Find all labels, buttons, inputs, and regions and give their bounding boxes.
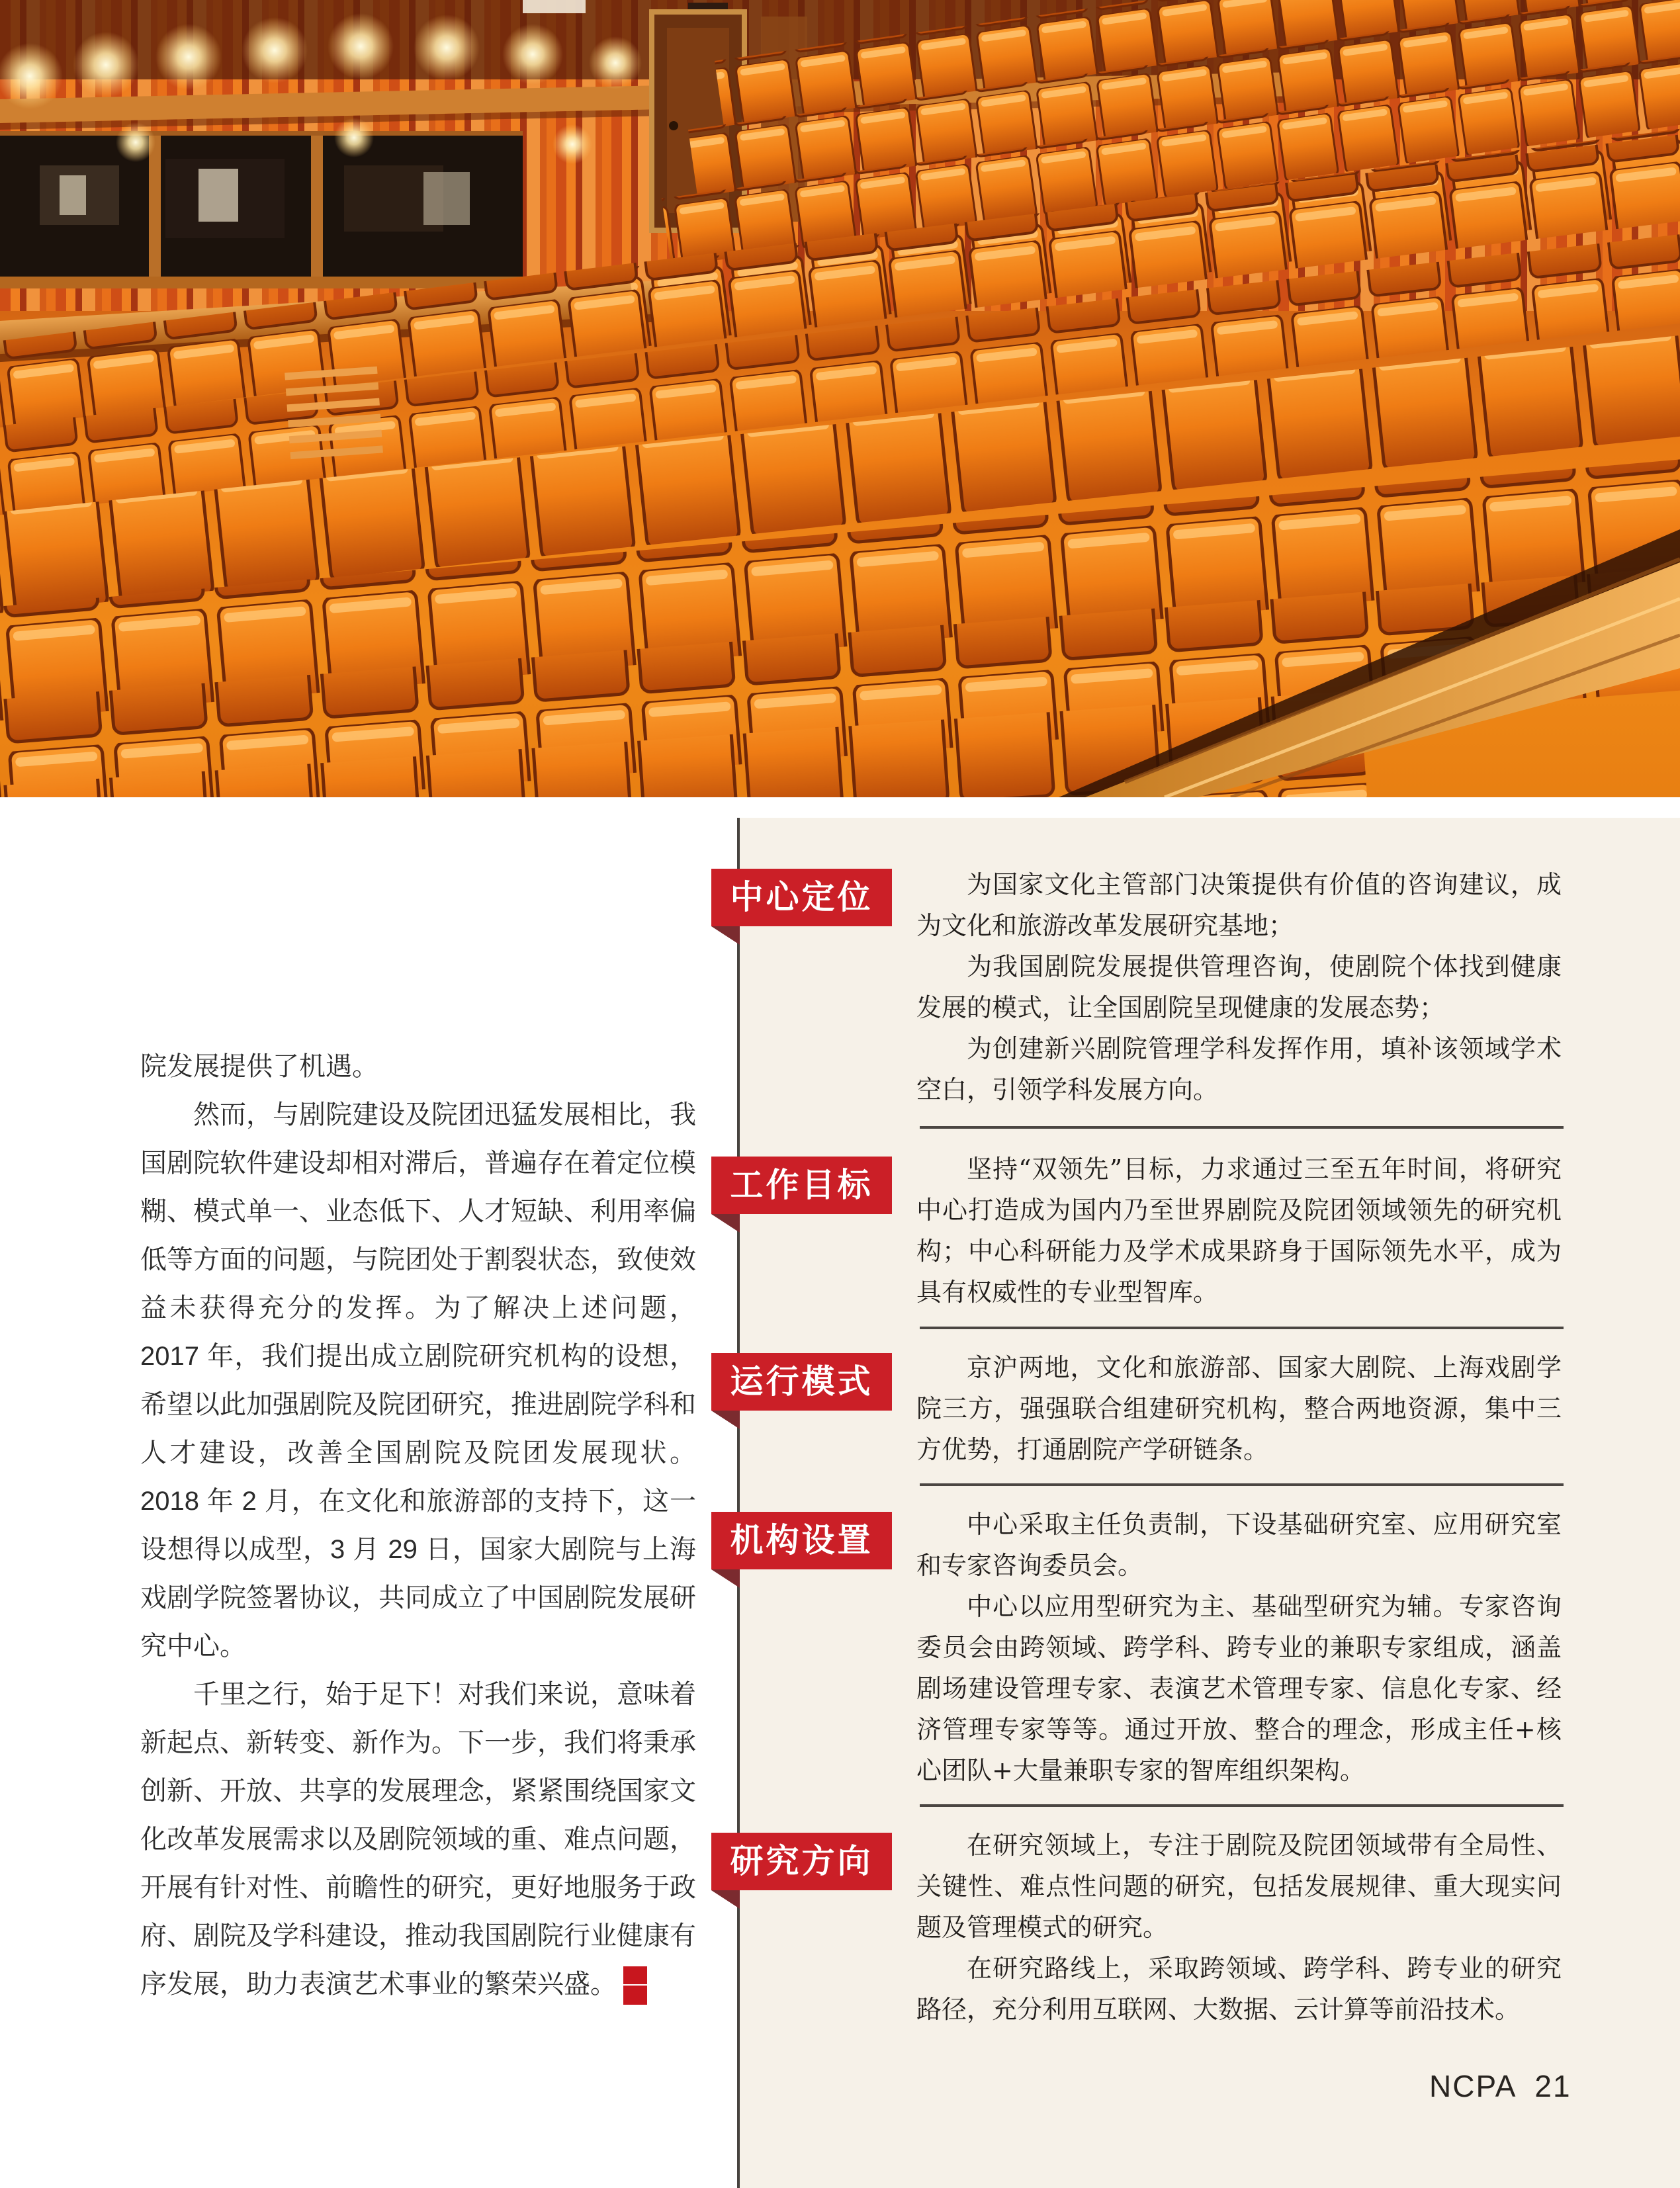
- ribbon-fold: [711, 1214, 740, 1233]
- section-paragraph: 中心采取主任负责制，下设基础研究室、应用研究室和专家咨询委员会。: [916, 1510, 1562, 1580]
- section-text-operating-model: [916, 1347, 1562, 1470]
- column-divider: [737, 818, 740, 2188]
- section-text-organization-setup: [916, 1504, 1562, 1791]
- section-paragraph: 为创建新兴剧院管理学科发挥作用，填补该领域学术空白，引领学科发展方向。: [916, 1034, 1562, 1104]
- wall-sign: [523, 0, 586, 13]
- page-number: NCPA 21: [1429, 2069, 1571, 2103]
- section-paragraph: 中心以应用型研究为主、基础型研究为辅。专家咨询委员会由跨领域、跨学科、跨专业的兼职专家组成，涵盖剧场建设管理专家、表演艺术管理专家、信息化专家、经济管理专家等等。通过开放、整合的理念，形成主任+核心团队+大量兼职专家的智库组织架构。: [916, 1592, 1562, 1785]
- control-room-windows: [0, 131, 523, 288]
- article-left-column: [140, 1043, 696, 2009]
- section-label-research-directions: 研究方向: [711, 1833, 892, 1890]
- ribbon-fold: [711, 1569, 740, 1588]
- section-paragraph: 为国家文化主管部门决策提供有价值的咨询建议，成为文化和旅游改革发展研究基地；: [916, 870, 1562, 940]
- article-paragraph: [140, 1671, 696, 2009]
- auditorium-photo-art: [0, 0, 1680, 797]
- section-divider-rule: [920, 1126, 1564, 1129]
- section-paragraph: 在研究领域上，专注于剧院及院团领域带有全局性、关键性、难点性问题的研究，包括发展规律、重大现实问题及管理模式的研究。: [916, 1831, 1562, 1942]
- section-divider-rule: [920, 1327, 1564, 1329]
- article-paragraph: 院发展提供了机遇。: [140, 1052, 378, 1081]
- section-text-research-directions: [916, 1825, 1562, 2030]
- ncpa-end-mark-top: NC: [623, 1966, 647, 1986]
- section-label-center-positioning: 中心定位: [711, 869, 892, 926]
- section-divider-rule: [920, 1483, 1564, 1486]
- ribbon-fold: [711, 1890, 740, 1909]
- ribbon-fold: [711, 1411, 740, 1429]
- ncpa-end-mark-bottom: PA: [676, 1986, 695, 2003]
- section-label-work-goals: 工作目标: [711, 1157, 892, 1214]
- ribbon-fold: [711, 926, 740, 945]
- section-label-organization-setup: 机构设置: [711, 1512, 892, 1569]
- article-paragraph-text: 千里之行，始于足下！对我们来说，意味着新起点、新转变、新作为。下一步，我们将秉承创新、开放、共享的发展理念，紧紧围绕国家文化改革发展需求以及剧院领域的重、难点问题，开展有针对性、前瞻性的研究，更好地服务于政府、剧院及学科建设，推动我国剧院行业健康有序发展，助力表演艺术事业的繁荣兴盛。: [140, 1680, 696, 1999]
- section-divider-rule: [920, 1804, 1564, 1807]
- auditorium-photo: [0, 0, 1680, 797]
- section-paragraph: 坚持“双领先”目标，力求通过三至五年时间，将研究中心打造成为国内乃至世界剧院及院团领域领先的研究机构；中心科研能力及学术成果跻身于国际领先水平，成为具有权威性的专业型智库。: [916, 1155, 1562, 1307]
- section-text-center-positioning: [916, 864, 1562, 1110]
- ncpa-end-mark: [623, 1966, 697, 2005]
- section-text-work-goals: [916, 1149, 1562, 1313]
- section-paragraph: 在研究路线上，采取跨领域、跨学科、跨专业的研究路径，充分利用互联网、大数据、云计算等前沿技术。: [916, 1954, 1562, 2024]
- section-paragraph: 为我国剧院发展提供管理咨询，使剧院个体找到健康发展的模式，让全国剧院呈现健康的发展态势；: [916, 952, 1562, 1022]
- article-paragraph: 然而，与剧院建设及院团迅猛发展相比，我国剧院软件建设却相对滞后，普遍存在着定位模糊、模式单一、业态低下、人才短缺、利用率偏低等方面的问题，与院团处于割裂状态，致使效益未获得充分的发挥。为了解决上述问题，2017 年，我们提出成立剧院研究机构的设想，希望以此加强剧院及院团研究，推进剧院学科和人才建设，改善全国剧院及院团发展现状。2018 年 2 月，在文化和旅游部的支持下，这一设想得以成型，3 月 29 日，国家大剧院与上海戏剧学院签署协议，共同成立了中国剧院发展研究中心。: [140, 1100, 696, 1661]
- section-paragraph: 京沪两地，文化和旅游部、国家大剧院、上海戏剧学院三方，强强联合组建研究机构，整合两地资源，集中三方优势，打通剧院产学研链条。: [916, 1353, 1562, 1464]
- section-label-operating-model: 运行模式: [711, 1353, 892, 1411]
